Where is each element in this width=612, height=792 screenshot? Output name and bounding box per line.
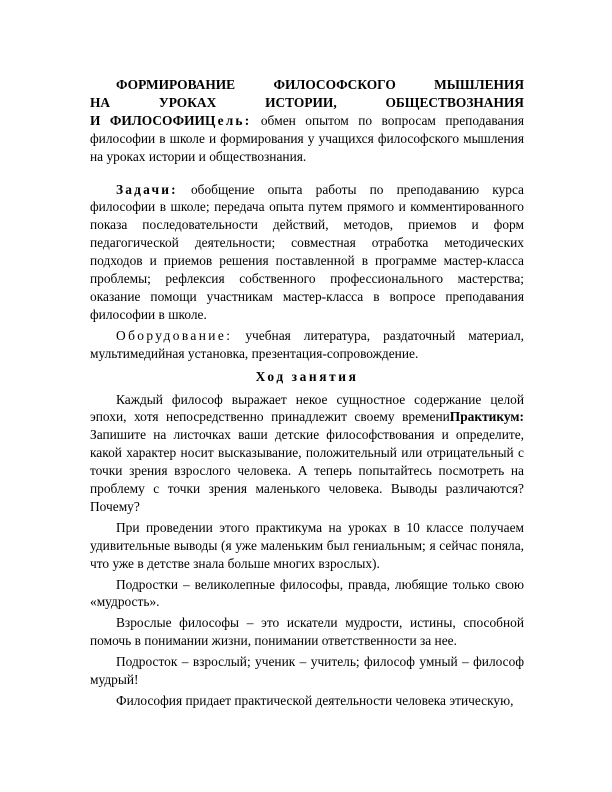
tasks-text: обобщение опыта работы по преподаванию курса философии в школе; передача опыта путем прямого и комментированного показа последовательности действий, методов, приемов и форм педагогической деятельности; совместная отработка методических подходов и приемов решения поставленной в программе мастер-класса проблемы; рефлексия собственного профессионального мастерства; оказание помощи участникам мастер-класса в вопросе преподавания философии в школе.: [90, 181, 524, 322]
paragraph-1: [90, 391, 524, 516]
document-page: [90, 76, 524, 710]
equipment-paragraph: [90, 327, 524, 363]
paragraph-3: Подростки – великолепные философы, правда, любящие только свою «мудрость».: [90, 576, 524, 610]
title-line-3: И ФИЛОСОФИИ: [90, 112, 205, 128]
paragraph-6: Философия придает практической деятельности человека этическую,: [116, 693, 514, 708]
practicum-label: Практикум:: [449, 409, 524, 425]
paragraph-2: При проведении этого практикума на уроках в 10 классе получаем удивительные выводы (я уже маленьким был гениальным; я сейчас поняла, что уже в детстве знала больше многих взрослых).: [90, 519, 524, 571]
tasks-paragraph: [90, 181, 524, 324]
lesson-heading: Ход занятия: [255, 368, 359, 384]
paragraph-4: Взрослые философы – это искатели мудрости, истины, способной помочь в понимании жизни, понимании ответственности за нее.: [90, 615, 524, 649]
goal-label: Цель:: [204, 112, 252, 128]
paragraph-1-text: Каждый философ выражает некое сущностное содержание целой эпохи, хотя непосредственно принадлежит своему времени: [90, 391, 524, 425]
title-word: ИСТОРИИ,: [265, 94, 337, 110]
equipment-label: Оборудование:: [116, 327, 233, 343]
title-word: ФИЛОСОФСКОГО: [273, 77, 396, 92]
title-word: ФОРМИРОВАНИЕ: [116, 77, 236, 92]
tasks-label: Задачи:: [116, 181, 178, 197]
title-word: ОБЩЕСТВОЗНАНИЯ: [385, 94, 524, 110]
goal-text: обмен опытом по вопросам преподавания философии в школе и формирования у учащихся философского мышления на уроках истории и обществознания.: [90, 112, 524, 164]
practicum-text: Запишите на листочках ваши детские философствования и определите, какой характер носит высказывание, положительный или отрицательный с точки зрения взрослого человека. А теперь попытайтесь посмотреть на проблему с точки зрения маленького человека. Выводы различаются? Почему?: [90, 427, 524, 514]
title-line-2: [90, 94, 524, 112]
title-word: НА: [90, 94, 111, 110]
title-word: МЫШЛЕНИЯ: [434, 77, 524, 92]
goal-paragraph: [90, 112, 524, 166]
title-line-1: [90, 76, 524, 94]
paragraph-5: Подросток – взрослый; ученик – учитель; философ умный – философ мудрый!: [90, 654, 524, 688]
title-word: УРОКАХ: [158, 94, 217, 110]
equipment-text: учебная литература, раздаточный материал, мультимедийная установка, презентация-сопровождение.: [90, 327, 524, 361]
